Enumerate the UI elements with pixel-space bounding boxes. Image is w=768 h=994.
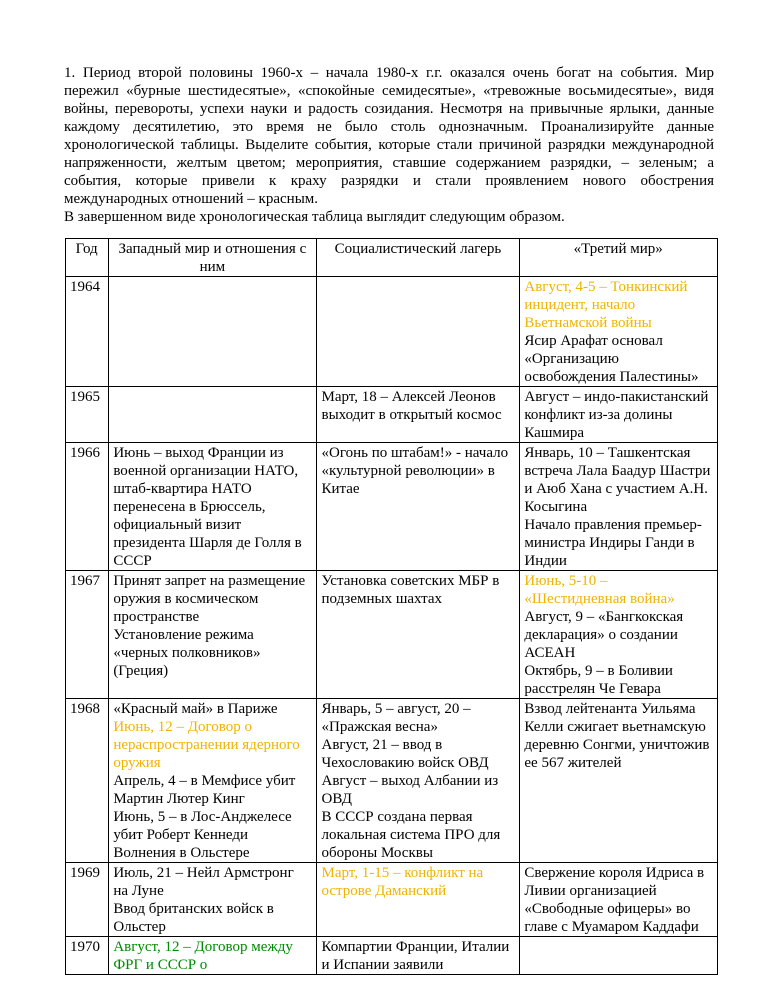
event-text: Март, 18 – Алексей Леонов выходит в открытый космос (321, 389, 502, 423)
task-paragraph: 1. Период второй половины 1960-х – начала 1980-х г.г. оказался очень богат на события. Мир пережил «бурные шестидесятые», «спокойные семидесятые», «тревожные восьмидесятые», видя войны, перевороты, успехи науки и радость созидания. Несмотря на привычные ярлыки, данные каждому десятилетию, это время не было столь однозначным. Проанализируйте данные хронологической таблицы. Выделите события, которые стали причиной разрядки международной напряженности, желтым цветом; мероприятия, ставшие содержанием разрядки, – зеленым; а события, которые привели к краху разрядки и стали проявлением нового обострения международных отношений – красным. (64, 65, 714, 207)
socialist-cell (317, 937, 520, 975)
event-text: Январь, 10 – Ташкентская встреча Лала Баадур Шастри и Аюб Хана с участием А.Н. Косыгина (524, 445, 711, 515)
third-cell (520, 443, 718, 571)
table-row (66, 277, 718, 387)
socialist-cell (317, 277, 520, 387)
event-text: Компартии Франции, Италии и Испании заявили (321, 939, 510, 973)
year-cell: 1967 (66, 571, 109, 699)
event-text: Установка советских МБР в подземных шахтах (321, 573, 500, 607)
west-cell (109, 443, 317, 571)
third-cell (520, 277, 718, 387)
event-text: Август, 9 – «Бангкокская декларация» о создании АСЕАН (524, 609, 684, 661)
event-text: Апрель, 4 – в Мемфисе убит Мартин Лютер Кинг (113, 773, 296, 807)
task-text (64, 64, 714, 226)
west-cell (109, 937, 317, 975)
west-cell (109, 387, 317, 443)
event-text: Волнения в Ольстере (113, 845, 250, 861)
event-text: Июль, 21 – Нейл Армстронг на Луне (113, 865, 294, 899)
event-text: Свержение короля Идриса в Ливии организацией «Свободные офицеры» во главе с Муамаром Каддафи (524, 865, 705, 935)
socialist-cell (317, 387, 520, 443)
event-text: Март, 1-15 – конфликт на острове Даманский (321, 865, 484, 899)
event-text: Принят запрет на размещение оружия в космическом пространстве (113, 573, 306, 625)
year-cell: 1965 (66, 387, 109, 443)
header-third-world: «Третий мир» (520, 239, 718, 277)
west-cell (109, 863, 317, 937)
west-cell (109, 571, 317, 699)
event-text: «Красный май» в Париже (113, 701, 278, 717)
year-cell: 1969 (66, 863, 109, 937)
socialist-cell (317, 699, 520, 863)
table-row (66, 863, 718, 937)
table-row (66, 937, 718, 975)
event-text: Ясир Арафат основал «Организацию освобождения Палестины» (524, 333, 699, 385)
event-text: В СССР создана первая локальная система ПРО для обороны Москвы (321, 809, 501, 861)
third-cell (520, 571, 718, 699)
header-socialist: Социалистический лагерь (317, 239, 520, 277)
event-text: Начало правления премьер-министра Индиры Ганди в Индии (524, 517, 702, 569)
event-text: Август – индо-пакистанский конфликт из-за долины Кашмира (524, 389, 709, 441)
task-paragraph-conclusion: В завершенном виде хронологическая таблица выглядит следующим образом. (64, 209, 565, 225)
header-year: Год (66, 239, 109, 277)
table-row (66, 443, 718, 571)
year-cell: 1964 (66, 277, 109, 387)
third-cell (520, 937, 718, 975)
event-text: Октябрь, 9 – в Боливии расстрелян Че Гевара (524, 663, 673, 697)
table-header-row (66, 239, 718, 277)
third-cell (520, 699, 718, 863)
event-text: Январь, 5 – август, 20 – «Пражская весна» (321, 701, 471, 735)
table-row (66, 699, 718, 863)
event-text: Июнь, 12 – Договор о нераспространении ядерного оружия (113, 719, 300, 771)
year-cell: 1970 (66, 937, 109, 975)
socialist-cell (317, 571, 520, 699)
event-text: Июнь – выход Франции из военной организации НАТО, штаб-квартира НАТО перенесена в Брюссель, официальный визит президента Шарля де Голля в СССР (113, 445, 302, 569)
header-west: Западный мир и отношения с ним (109, 239, 317, 277)
table-body (66, 277, 718, 975)
event-text: Взвод лейтенанта Уильяма Келли сжигает вьетнамскую деревню Сонгми, уничтожив ее 567 жителей (524, 701, 710, 771)
third-cell (520, 387, 718, 443)
year-cell: 1966 (66, 443, 109, 571)
event-text: «Огонь по штабам!» - начало «культурной революции» в Китае (321, 445, 509, 497)
event-text: Август, 21 – ввод в Чехословакию войск ОВД (321, 737, 489, 771)
event-text: Август – выход Албании из ОВД (321, 773, 499, 807)
socialist-cell (317, 443, 520, 571)
west-cell (109, 277, 317, 387)
table-row (66, 571, 718, 699)
event-text: Июнь, 5-10 – «Шестидневная война» (524, 573, 675, 607)
socialist-cell (317, 863, 520, 937)
table-row (66, 387, 718, 443)
year-cell: 1968 (66, 699, 109, 863)
third-cell (520, 863, 718, 937)
chronology-table (65, 238, 718, 975)
event-text: Август, 4-5 – Тонкинский инцидент, начало Вьетнамской войны (524, 279, 688, 331)
event-text: Установление режима «черных полковников» (Греция) (113, 627, 261, 679)
event-text: Июнь, 5 – в Лос-Анджелесе убит Роберт Кеннеди (113, 809, 292, 843)
event-text: Август, 12 – Договор между ФРГ и СССР о (113, 939, 293, 973)
event-text: Ввод британских войск в Ольстер (113, 901, 274, 935)
west-cell (109, 699, 317, 863)
